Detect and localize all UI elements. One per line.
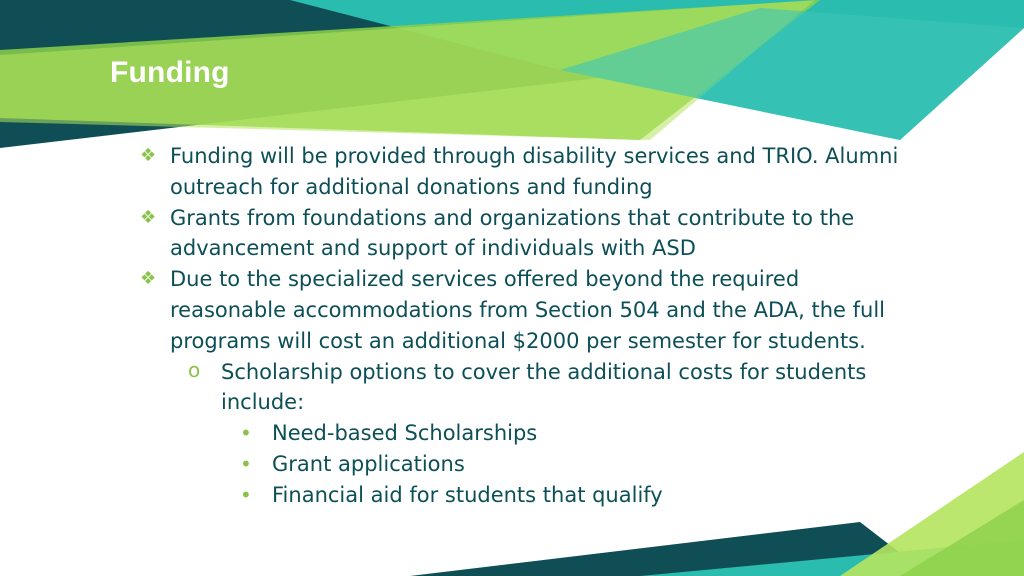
bullet-text: Grant applications (272, 451, 465, 476)
diamond-bullet-icon: ❖ (140, 145, 157, 166)
sub-sub-bullet-item (138, 418, 918, 449)
diamond-bullet-icon: ❖ (140, 268, 157, 290)
bullet-text: Grants from foundations and organizations that contribute to the advancement and support of individuals with ASD (170, 205, 855, 261)
dot-bullet-icon: • (240, 451, 252, 476)
bullet-text: Scholarship options to cover the additional costs for students include: (221, 359, 867, 415)
diamond-bullet-icon: ❖ (140, 206, 157, 228)
slide-title: Funding (110, 56, 230, 89)
dot-bullet-icon: • (240, 482, 252, 507)
bullet-item (138, 203, 918, 265)
bullet-text: Due to the specialized services offered beyond the required reasonable accommodations from Section 504 and the ADA, the full programs will cost an additional $2000 per semester for students. (170, 267, 886, 353)
bullet-list (138, 141, 918, 511)
sub-bullet-item (138, 357, 918, 419)
sub-sub-bullet-item (138, 449, 918, 480)
dot-bullet-icon: • (240, 421, 252, 446)
bullet-text: Funding will be provided through disability services and TRIO. Alumni outreach for additional donations and funding (170, 144, 899, 199)
bullet-text: Need-based Scholarships (272, 421, 538, 446)
circle-bullet-icon: o (188, 357, 201, 382)
bullet-item (138, 141, 918, 203)
sub-sub-bullet-item (138, 480, 918, 511)
bullet-text: Financial aid for students that qualify (272, 482, 663, 507)
bullet-item (138, 264, 918, 356)
